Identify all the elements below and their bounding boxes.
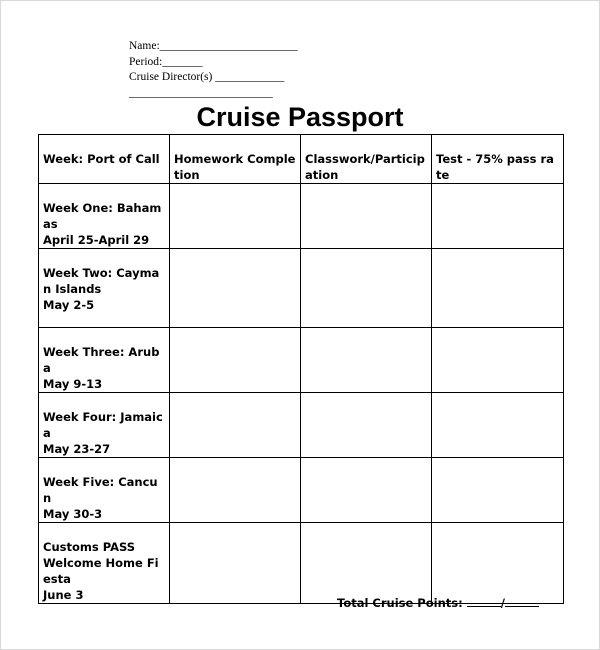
- column-header-homework: Homework Completion: [170, 135, 301, 184]
- column-header-test: Test - 75% pass rate: [432, 135, 564, 184]
- points-possible-blank[interactable]: [505, 594, 539, 607]
- total-points-label: Total Cruise Points:: [337, 596, 463, 610]
- column-header-classwork: Classwork/Participation: [301, 135, 432, 184]
- classwork-cell[interactable]: [301, 523, 432, 604]
- port-dates: May 23-27: [43, 442, 111, 456]
- table-row: [39, 328, 564, 393]
- test-cell[interactable]: [432, 249, 564, 328]
- homework-cell[interactable]: [170, 393, 301, 458]
- homework-cell[interactable]: [170, 328, 301, 393]
- test-cell[interactable]: [432, 328, 564, 393]
- port-dates: May 9-13: [43, 377, 103, 391]
- classwork-cell[interactable]: [301, 458, 432, 523]
- name-field[interactable]: Name:________________________: [129, 40, 298, 52]
- test-cell[interactable]: [432, 393, 564, 458]
- customs-label: Customs PASS: [43, 540, 136, 554]
- port-cell: [39, 458, 170, 523]
- table-header-row: [39, 135, 564, 184]
- student-info-fields: [129, 39, 298, 101]
- page-title: Cruise Passport: [196, 102, 404, 132]
- test-cell[interactable]: [432, 458, 564, 523]
- extra-blank-line: _________________________: [129, 86, 273, 99]
- port-dates: May 30-3: [43, 507, 103, 521]
- port-cell: [39, 393, 170, 458]
- classwork-cell[interactable]: [301, 184, 432, 249]
- points-separator: /: [500, 596, 505, 610]
- classwork-cell[interactable]: [301, 393, 432, 458]
- homework-cell[interactable]: [170, 184, 301, 249]
- port-cell: [39, 328, 170, 393]
- port-cell: [39, 184, 170, 249]
- port-name: Week Five: Cancun: [43, 475, 158, 505]
- port-dates: April 25-April 29: [43, 233, 150, 247]
- port-dates: May 2-5: [43, 298, 95, 312]
- table-row: [39, 523, 564, 604]
- port-name: Week Three: Aruba: [43, 345, 160, 375]
- test-cell[interactable]: [432, 184, 564, 249]
- passport-table: [38, 134, 564, 604]
- port-name: Week One: Bahamas: [43, 201, 162, 231]
- table-row: [39, 249, 564, 328]
- port-cell: [39, 523, 170, 604]
- homework-cell[interactable]: [170, 249, 301, 328]
- points-earned-blank[interactable]: [467, 594, 501, 607]
- cruise-director-field[interactable]: Cruise Director(s) ____________: [129, 71, 285, 83]
- classwork-cell[interactable]: [301, 328, 432, 393]
- port-name: Week Two: Cayman Islands: [43, 266, 160, 296]
- homework-cell[interactable]: [170, 523, 301, 604]
- column-header-port: Week: Port of Call: [39, 135, 170, 184]
- port-name: Week Four: Jamaica: [43, 410, 163, 440]
- fiesta-label: Welcome Home Fiesta: [43, 556, 159, 586]
- table-row: [39, 393, 564, 458]
- total-points: [337, 594, 539, 611]
- classwork-cell[interactable]: [301, 249, 432, 328]
- period-field[interactable]: Period:_______: [129, 55, 203, 68]
- port-cell: [39, 249, 170, 328]
- table-row: [39, 184, 564, 249]
- table-row: [39, 458, 564, 523]
- test-cell[interactable]: [432, 523, 564, 604]
- port-dates: June 3: [43, 588, 84, 602]
- homework-cell[interactable]: [170, 458, 301, 523]
